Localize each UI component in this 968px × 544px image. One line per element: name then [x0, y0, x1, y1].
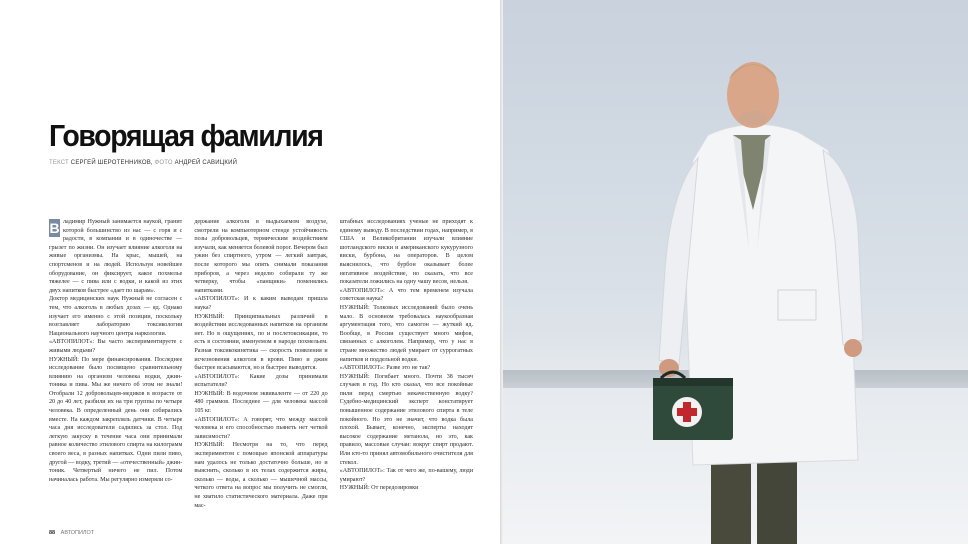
- paragraph: НУЖНЫЙ: Несмотря на то, что перед экспериментом с помощью японской аппаратуры нам удалось не только достаточно больше, но и выяснить, сколько в их телах содержится жиры, сколько — воды, а сколько — мышечной массы, четкого ответа на вопрос мы получить не смогли, не хватило статистического материала. Даже при мас-: [194, 442, 328, 509]
- paragraph: НУЖНЫЙ: Погибает много. Почти 38 тысяч случаев в год. Но кто сказал, что все покойные пили перед смертью некачественную водку? Судебно-медицинский эксперт констатирует повышенное содержание этилового спирта в теле покойного. Но это не значит, что водка была плохой. Бывает, конечно, эксперты находят высокое содержание метанола, но это, как правило, массовые случаи: вокруг спирт продают. Или кто-то принял автомобильного очистителя для стекол.: [339, 373, 473, 466]
- paragraph: «АВТОПИЛОТ»: Разве это не так?: [339, 365, 431, 372]
- article-title: Говорящая фамилия: [49, 118, 323, 153]
- paragraph: штабных исследованиях ученые не приходят к единому выводу. В последствии годах, например, в США и Великобритании изучали влияние шотландского виски и американского кукурузного виски, бурбона, на операторов. В целом выяснилось, что бурбон оказывает более негативное воздействие, но сказать, что все показатели ложились на одну чашу весов, нельзя.: [339, 219, 473, 286]
- column-1: [49, 218, 182, 523]
- paragraph: НУЖНЫЙ: В водочном эквиваленте — от 220 до 480 граммов. Последнее — для человека массой 105 кг.: [194, 390, 328, 415]
- photo-page: [503, 0, 968, 544]
- credit-text-label: ТЕКСТ: [49, 160, 69, 166]
- article-credits: [49, 160, 237, 166]
- credit-photographer: АНДРЕЙ САВИЦКИЙ: [174, 160, 238, 166]
- paragraph: «АВТОПИЛОТ»: Какие дозы принимали испытатели?: [194, 373, 328, 389]
- doctor-photo: [653, 40, 883, 544]
- column-3: [340, 218, 473, 523]
- paragraph: «АВТОПИЛОТ»: А говорят, что между массой человека и его способностью пьянеть нет четкой зависимости?: [194, 416, 328, 440]
- credit-photo-label: ФОТО: [154, 160, 173, 166]
- column-2: [194, 218, 327, 523]
- paragraph: «АВТОПИЛОТ»: Вы часто экспериментируете с живыми людьми?: [49, 339, 183, 354]
- paragraph: держание алкоголя в выдыхаемом воздухе, смотрели на компьютерном стенде устойчивость позы добровольцев, термическим воздействием изучали, как меняется болевой порог. Вечером был ужин без спиртного, утром — легкий завтрак, после которого мы опять снимали показания приборов, а через неделю собирали ту же четверку, чтобы «панщики» поменялись напитками.: [194, 219, 328, 294]
- paragraph: «АВТОПИЛОТ»: А что тем временем изучала советская наука?: [339, 287, 473, 303]
- paragraph: «АВТОПИЛОТ»: И к каким выводам пришла наука?: [194, 296, 328, 311]
- paragraph: ладимир Нужный занимается наукой, гранит которой большинство из нас — с горя и с радости, в компании и в одиночестве — грызет по жизни. Он изучает влияние алкоголя на живые организмы. На крыс, мышей, на спортсменов и на людей. Используя новейшее оборудование, он фиксирует, какое похмелье тяжелее — с пива или с водки, и какой из этих двух напитков быстрее «дает по шарам».: [49, 219, 183, 294]
- paragraph: НУЖНЫЙ: От передозировки: [339, 485, 419, 492]
- paragraph: НУЖНЫЙ: По мере финансирования. Последнее исследование было посвящено сравнительному влиянию на организм человека водки, джин-тоника и пива. Мы же ничего об этом не знали! Отобрали 12 добровольцев-медиков в возрасте от 20 до 40 лет, разбили их на три группы по четыре человека. В определенный день они собирались вместе. На каждом закрепляль датчики. В четыре часа дня исследователи садились за стол. Под легкую закуску в течение часа они принимали равное количество этилового спирта на килограмм своего веса, в разных напитках. Одни пили пиво, другой — водку, третий — «отечественный» джин-тоник. Четвертый ничего не пил. Потом начиналась работа. Мы регулярно измеряли со-: [49, 356, 183, 483]
- article-body: [49, 218, 473, 523]
- paragraph: Доктор медицинских наук Нужный не согласен с тем, что алкоголь в любых дозах — яд. Однако изучает его именно с этой позиции, поскольку возглавляет лабораторию токсикологии Национального научного центра наркологии.: [49, 296, 183, 337]
- paragraph: НУЖНЫЙ: Принципиальных различий в воздействии исследованных напитков на организм нет. Но в ощущениях, по и послетоксикации, то есть в состоянии, именуемом в народе похмельем. Разная токсикокинетика — скорость появления и исчезновения алкоголя в крови. Пиво и джин быстрее всасываются, но и быстрее выводятся.: [194, 313, 328, 372]
- page-number: 88: [49, 530, 56, 536]
- medical-case: [653, 372, 733, 440]
- drop-cap: В: [49, 220, 60, 236]
- magazine-name: АВТОПИЛОТ: [60, 530, 95, 536]
- paragraph: НУЖНЫЙ: Толковых исследований было очень мало. В основном требовалась наукообразная аргументация того, что самогон — жуткий яд. Вообще, в России существует много мифов, связанных с алкоголем. Например, что у нас в стране множество людей умирает от суррогатных напитков и поддельной водки.: [339, 304, 473, 363]
- page-folio: [49, 530, 94, 536]
- credit-author: СЕРГЕЙ ШЕРОТЕННИКОВ,: [70, 160, 153, 166]
- paragraph: «АВТОПИЛОТ»: Так от чего же, по-вашему, люди умирают?: [339, 468, 473, 483]
